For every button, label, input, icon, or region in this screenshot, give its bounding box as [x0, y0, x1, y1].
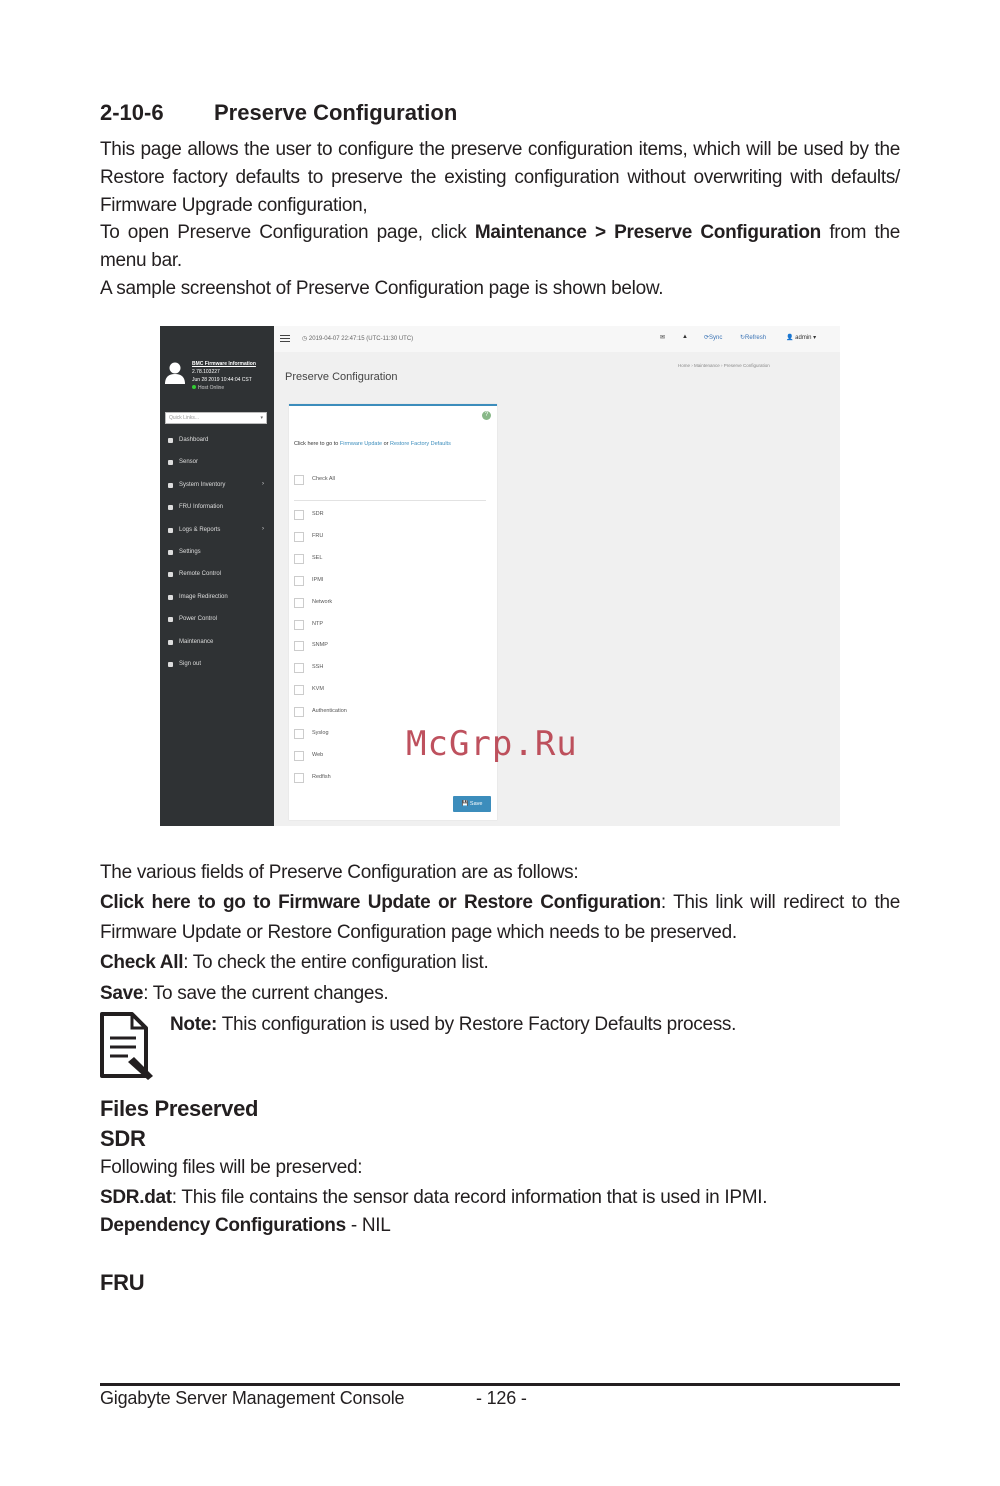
field-check-all-term: Check All	[100, 952, 184, 973]
checkbox-authentication[interactable]	[294, 707, 444, 719]
info-icon	[168, 505, 173, 510]
chart-icon	[168, 528, 173, 533]
intro-p2-text: To open Preserve Configuration page, click	[100, 222, 475, 243]
checkbox-label: SEL	[312, 554, 323, 561]
dependency-term: Dependency Configurations	[100, 1215, 346, 1236]
sdr-dat-term: SDR.dat	[100, 1187, 172, 1208]
breadcrumb: Home › Maintenance › Preserve Configuration	[678, 363, 770, 368]
note-label: Note:	[170, 1014, 218, 1035]
chevron-down-icon: ▾	[260, 415, 263, 421]
fru-heading: FRU	[100, 1270, 145, 1295]
sensor-icon	[168, 460, 173, 465]
files-preserved-heading: Files Preserved	[100, 1096, 259, 1121]
sidebar-item-label: FRU Information	[179, 504, 224, 511]
checkbox-label: SDR	[312, 511, 324, 517]
quick-links-value: Quick Links...	[169, 415, 200, 421]
sidebar-item-sign-out[interactable]	[160, 658, 274, 680]
checkbox-box[interactable]	[294, 773, 304, 783]
checkbox-label: Syslog	[312, 730, 329, 736]
sidebar-item-maintenance[interactable]	[160, 636, 274, 658]
sidebar-item-settings[interactable]	[160, 546, 274, 568]
checkbox-label: FRU	[312, 532, 324, 539]
checkbox-box[interactable]	[294, 641, 304, 651]
status-dot-icon	[192, 385, 196, 389]
checkbox-redfish[interactable]	[294, 773, 444, 785]
sdr-dat-line	[100, 1187, 900, 1209]
bmc-date: Jun 28 2019 10:44:04 CST	[192, 377, 252, 383]
checkbox-label: NTP	[312, 620, 323, 627]
sidebar-item-power-control[interactable]	[160, 613, 274, 635]
field-click-here-desc: : This link will redirect to the	[660, 892, 900, 913]
field-click-here-cont: Firmware Update or Restore Configuration page which needs to be preserved.	[100, 922, 737, 943]
checkbox-label: SSH	[312, 664, 324, 671]
checkbox-sel[interactable]	[294, 554, 444, 566]
sdr-dat-desc: : This file contains the sensor data record information that is used in IPMI.	[171, 1187, 768, 1208]
checkbox-ipmi[interactable]	[294, 576, 444, 588]
checkbox-box[interactable]	[294, 707, 304, 717]
redirect-link-prefix: Click here to go to	[294, 441, 340, 447]
sidebar-menu	[160, 434, 274, 680]
sync-label: Sync	[709, 335, 723, 341]
hamburger-menu-icon[interactable]	[280, 335, 290, 342]
checkbox-box[interactable]	[294, 751, 304, 761]
sidebar-item-label: Maintenance	[179, 638, 214, 645]
sidebar-item-label: Dashboard	[179, 437, 209, 443]
redirect-link-or: or	[382, 441, 390, 447]
checkbox-box[interactable]	[294, 620, 304, 630]
dashboard-icon	[168, 438, 173, 443]
quick-links-select[interactable]	[165, 412, 267, 424]
checkbox-label: Network	[312, 598, 333, 605]
sidebar-item-label: Remote Control	[179, 571, 222, 578]
intro-p2-tail: from the menu bar.	[100, 222, 900, 271]
checkbox-label: SNMP	[312, 642, 328, 649]
sidebar-item-sensor[interactable]	[160, 456, 274, 478]
sign-out-icon	[168, 662, 173, 667]
checkbox-box[interactable]	[294, 598, 304, 608]
warning-icon[interactable]: ▲	[682, 334, 688, 340]
sidebar-item-label: Sensor	[179, 459, 199, 466]
info-icon	[168, 483, 173, 488]
help-icon[interactable]: ?	[482, 411, 491, 420]
refresh-button[interactable]: ↻Refresh	[740, 335, 767, 341]
sidebar-item-dashboard[interactable]	[160, 434, 274, 456]
intro-paragraph-3: A sample screenshot of Preserve Configuration page is shown below.	[100, 278, 664, 299]
checkbox-label: KVM	[312, 686, 324, 693]
sidebar	[160, 326, 274, 826]
sidebar-item-system-inventory[interactable]	[160, 479, 274, 501]
firmware-update-link[interactable]: Firmware Update	[339, 441, 383, 447]
redirect-link-text	[294, 439, 474, 449]
sidebar-item-logs-reports[interactable]	[160, 524, 274, 546]
intro-p2-menu-path: Maintenance > Preserve Configuration	[474, 222, 821, 243]
field-check-all	[100, 952, 900, 974]
checkbox-box[interactable]	[294, 532, 304, 542]
sidebar-item-label: Power Control	[179, 616, 218, 623]
sidebar-item-label: Logs & Reports	[179, 526, 221, 533]
checkbox-label: Redfish	[312, 773, 331, 780]
checkbox-box[interactable]	[294, 510, 304, 520]
field-save-term: Save	[100, 983, 144, 1004]
field-click-here-term: Click here to go to Firmware Update or Restore Configuration	[100, 892, 661, 913]
host-status	[192, 384, 256, 392]
field-save	[100, 983, 900, 1005]
checkbox-label: Web	[312, 751, 324, 758]
sdr-heading: SDR	[100, 1126, 146, 1151]
save-label: Save	[469, 801, 483, 807]
intro-paragraph-1: This page allows the user to configure the preserve configuration items, which will be used by the Restore factory defaults to preserve the existing configuration without overwriting with defaults/ Firmware Upgrade configuration,	[100, 139, 900, 216]
following-files-text: Following files will be preserved:	[100, 1157, 363, 1178]
checkbox-box[interactable]	[294, 663, 304, 673]
field-save-desc: : To save the current changes.	[143, 983, 389, 1004]
checkbox-ssh[interactable]	[294, 663, 444, 675]
footer-title: Gigabyte Server Management Console	[100, 1388, 405, 1408]
sidebar-item-label: Sign out	[179, 660, 202, 667]
gear-icon	[168, 550, 173, 555]
sidebar-item-fru-information[interactable]	[160, 501, 274, 523]
bmc-info	[192, 360, 256, 392]
dependency-value: - NIL	[345, 1215, 391, 1236]
checkbox-label: IPMI	[312, 576, 324, 583]
disk-icon	[168, 595, 173, 600]
checkbox-sdr[interactable]	[294, 510, 444, 522]
watermark: McGrp.Ru	[406, 724, 578, 764]
checkbox-box[interactable]	[294, 576, 304, 586]
timestamp-value: 2019-04-07 22:47:15 (UTC-11:30 UTC)	[308, 336, 414, 342]
sidebar-item-label: Image Redirection	[179, 593, 228, 600]
refresh-label: Refresh	[745, 335, 767, 341]
page-number: - 126 -	[476, 1388, 527, 1408]
section-heading	[100, 100, 457, 126]
sidebar-item-label: System Inventory	[179, 481, 226, 488]
mail-icon[interactable]: ✉	[660, 335, 666, 341]
monitor-icon	[168, 572, 173, 577]
checkbox-ntp[interactable]	[294, 620, 444, 632]
section-title: Preserve Configuration	[214, 100, 458, 125]
top-bar	[274, 326, 840, 352]
checkbox-box[interactable]	[294, 554, 304, 564]
save-button[interactable]: 💾 Save	[453, 796, 491, 812]
page-title: Preserve Configuration	[285, 371, 398, 383]
host-status-label: Host Online	[198, 385, 225, 391]
check-all-label: Check All	[312, 476, 335, 482]
sidebar-item-image-redirection[interactable]	[160, 591, 274, 613]
checkbox-box[interactable]	[294, 475, 304, 485]
intro-paragraph-2	[100, 219, 900, 275]
chevron-right-icon: ›	[262, 480, 264, 487]
fields-intro: The various fields of Preserve Configuration are as follows:	[100, 862, 579, 883]
checkbox-label: Authentication	[312, 708, 347, 715]
dependency-line	[100, 1215, 900, 1237]
checkbox-box[interactable]	[294, 729, 304, 739]
checkbox-network[interactable]	[294, 598, 444, 610]
note-text	[170, 1014, 870, 1036]
bmc-version: 2.78.103227	[192, 369, 220, 375]
checkbox-snmp[interactable]	[294, 641, 444, 653]
sync-button[interactable]: ⟳Sync	[704, 335, 723, 341]
section-number: 2-10-6	[100, 100, 164, 125]
field-click-here	[100, 892, 900, 914]
user-name: admin	[795, 335, 812, 341]
field-check-all-desc: : To check the entire configuration list.	[183, 952, 489, 973]
power-icon	[168, 617, 173, 622]
user-menu[interactable]: 👤 admin ▾	[786, 335, 817, 341]
user-avatar-icon	[165, 362, 185, 384]
chevron-right-icon: ›	[262, 525, 264, 532]
sidebar-item-remote-control[interactable]	[160, 568, 274, 590]
checkbox-box[interactable]	[294, 685, 304, 695]
checkbox-kvm[interactable]	[294, 685, 444, 697]
note-icon	[98, 1010, 154, 1082]
restore-factory-defaults-link[interactable]: Restore Factory Defaults	[390, 441, 451, 447]
checkbox-fru[interactable]	[294, 532, 444, 544]
wrench-icon	[168, 640, 173, 645]
footer-rule	[100, 1383, 900, 1386]
bmc-title-link[interactable]: BMC Firmware Information	[192, 361, 256, 367]
timestamp: ◷ 2019-04-07 22:47:15 (UTC-11:30 UTC)	[302, 336, 414, 342]
check-all-checkbox[interactable]	[294, 475, 444, 487]
sidebar-item-label: Settings	[179, 548, 201, 555]
note-body: This configuration is used by Restore Factory Defaults process.	[217, 1014, 737, 1035]
divider	[294, 500, 486, 501]
